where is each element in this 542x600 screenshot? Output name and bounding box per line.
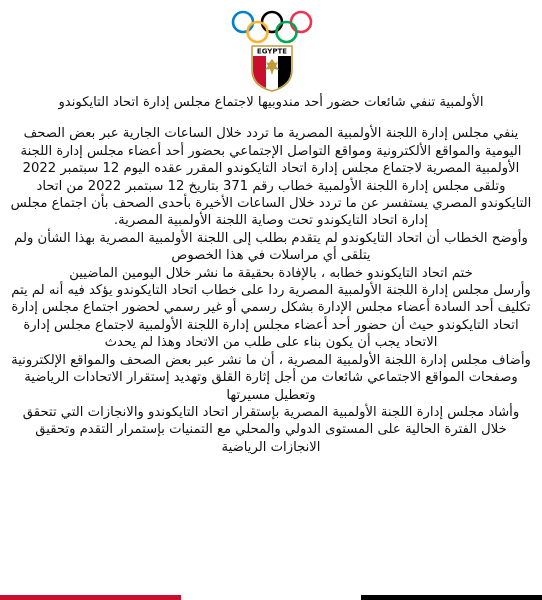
flag-red-stripe — [0, 595, 181, 600]
paragraph-7: وأشاد مجلس إدارة اللجنة الأولمبية المصرية بإستقرار اتحاد التايكوندو والانجازات التي تتحقق خلال الفترة الحالية على المستوى الدولي والمحلي مع التمنيات بإستمرار التقدم وتحقيق الانجازات الرياضية — [22, 404, 520, 455]
paragraph-3: وأوضح الخطاب أن اتحاد التايكوندو لم يتقدم بطلب إلى اللجنة الأولمبية المصرية بهذا الشأن ولم يتلقى أي مراسلات في هذا الخصوص — [14, 230, 528, 264]
paragraph-5: وأرسل مجلس إدارة اللجنة الأولمبية المصرية ردا على خطاب اتحاد التايكوندو يؤكد فيه أنه لم يتم تكليف أحد السادة أعضاء مجلس الإدارة بشكل رسمي أو غير رسمي لحضور اجتماع مجلس إدارة اتحاد التايكوندو حيث أن حضور أحد أعضاء مجلس إدارة اللجنة الأولمبية لاجتماع مجلس إدارة الاتحاد يجب أن يكون بناء على طلب من الاتحاد وهذا لم يحدث — [11, 283, 531, 351]
ring-green — [277, 22, 297, 42]
olympic-rings-shield-icon — [226, 8, 318, 92]
paragraph-2: وتلقى مجلس إدارة اللجنة الأولمبية خطاب رقم 371 بتاريخ 12 سبتمبر 2022 من اتحاد التايكوندو المصري يستفسر عن ما تردد خلال الساعات الأخيرة بأحدى الصحف بأن اجتماع مجلس إدارة اتحاد التايكوندو تحت وصاية اللجنة الأولمبية المصرية. — [10, 178, 532, 229]
ring-black — [262, 12, 282, 32]
ring-blue — [233, 12, 253, 32]
statement-document — [10, 94, 532, 580]
ring-yellow — [248, 22, 268, 42]
flag-black-stripe — [361, 595, 542, 600]
ring-red — [291, 12, 311, 32]
egypt-olympic-committee-logo — [226, 8, 318, 92]
flag-white-stripe — [181, 595, 362, 600]
logo-text: EGYPTE — [256, 47, 288, 56]
paragraph-1: ينفي مجلس إدارة اللجنة الأولمبية المصرية ما تردد خلال الساعات الجارية عبر بعض الصحف اليومية والمواقع الألكترونية ومواقع التواصل الإجتماعي بحضور أحد أعضاء مجلس إدارة اللجنة الأولمبية المصرية لاجتماع مجلس إدارة اتحاد التايكوندو المقرر عقده اليوم 12 سبتمبر 2022 — [20, 126, 522, 177]
paragraph-4: ختم اتحاد التايكوندو خطابه ، بالإفادة بحقيقة ما نشر خلال اليومين الماضيين — [69, 265, 473, 281]
document-title: الأولمبية تنفي شائعات حضور أحد مندوبيها لاجتماع مجلس إدارة اتحاد التايكوندو — [58, 95, 484, 110]
flag-stripe-bar — [0, 595, 542, 600]
paragraph-6: وأضاف مجلس إدارة اللجنة الأولمبية المصرية ، أن ما نشر عبر بعض الصحف والمواقع الإلكترونية وصفحات المواقع الاجتماعي شائعات من أجل إثارة القلق وتهديد إستقرار الاتحادات الرياضية وتعطيل مسيرتها — [11, 352, 531, 403]
